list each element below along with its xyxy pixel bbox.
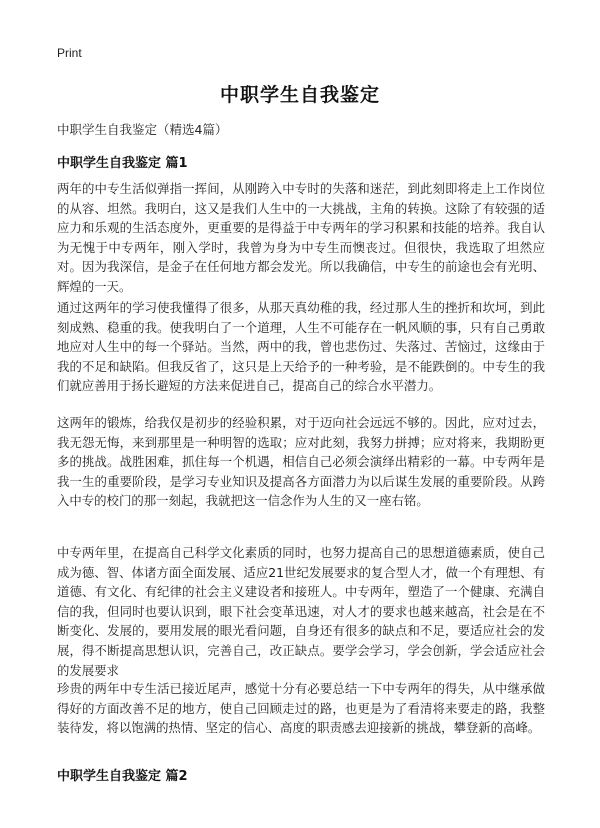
section-heading-1: 中职学生自我鉴定 篇1	[57, 156, 188, 171]
print-link[interactable]: Print	[57, 46, 82, 60]
paragraph-4: 中专两年里，在提高自己科学文化素质的同时，也努力提高自己的思想道德素质，使自己成为德、智、体诸方面全面发展、适应21世纪发展要求的复合型人才，做一个有理想、有道德、有文化、有纪律的社会主义建设者和接班人。中专两年，塑造了一个健康、充满自信的我，但同时也要认识到，眼下社会变革迅速，对人才的要求也越来越高，社会是在不断变化、发展的，要用发展的眼光看问题，自身还有很多的缺点和不足，要适应社会的发展，得不断提高思想认识，完善自己，改正缺点。要学会学习，学会创新，学会适应社会的发展要求	[57, 545, 545, 678]
paragraph-2: 通过这两年的学习使我懂得了很多，从那天真幼稚的我，经过那人生的挫折和坎坷，到此刻成熟、稳重的我。使我明白了一个道理，人生不可能存在一帆风顺的事，只有自己勇敢地应对人生中的每一个驿站。当然，两中的我，曾也悲伤过、失落过、苦恼过，这缘由于我的不足和缺陷。但我反省了，这只是上天给予的一种考验，是不能跌倒的。中专生的我们就应善用于扬长避短的方法来促进自己，提高自己的综合水平潜力。	[57, 300, 545, 394]
paragraph-5: 珍贵的两年中专生活已接近尾声，感觉十分有必要总结一下中专两年的得失，从中继承做得好的方面改善不足的地方，使自己回顾走过的路，也更是为了看清将来要走的路，我整装待发，将以饱满的热情、坚定的信心、高度的职责感去迎接新的挑战，攀登新的高峰。	[57, 681, 545, 736]
paragraph-3: 这两年的锻炼，给我仅是初步的经验积累，对于迈向社会远远不够的。因此，应对过去，我无怨无悔，来到那里是一种明智的选取；应对此刻，我努力拼搏；应对将来，我期盼更多的挑战。战胜困难，抓住每一个机遇，相信自己必须会演绎出精彩的一幕。中专两年是我一生的重要阶段，是学习专业知识及提高各方面潜力为以后谋生发展的重要阶段。从跨入中专的校门的那一刻起，我就把这一信念作为人生的又一座右铭。	[57, 415, 545, 509]
document-subtitle: 中职学生自我鉴定（精选4篇）	[57, 122, 228, 137]
page-title: 中职学生自我鉴定	[219, 84, 380, 106]
paragraph-1: 两年的中专生活似弹指一挥间，从刚跨入中专时的失落和迷茫，到此刻即将走上工作岗位的从容、坦然。我明白，这又是我们人生中的一大挑战，主角的转换。这除了有较强的适应力和乐观的生活态度外，更重要的是得益于中专两年的学习积累和技能的培养。我自认为无愧于中专两年，刚入学时，我曾为身为中专生而懊丧过。但很快，我选取了坦然应对。因为我深信，是金子在任何地方都会发光。所以我确信，中专生的前途也会有光明、辉煌的一天。	[57, 181, 545, 294]
section-heading-2: 中职学生自我鉴定 篇2	[57, 769, 188, 784]
